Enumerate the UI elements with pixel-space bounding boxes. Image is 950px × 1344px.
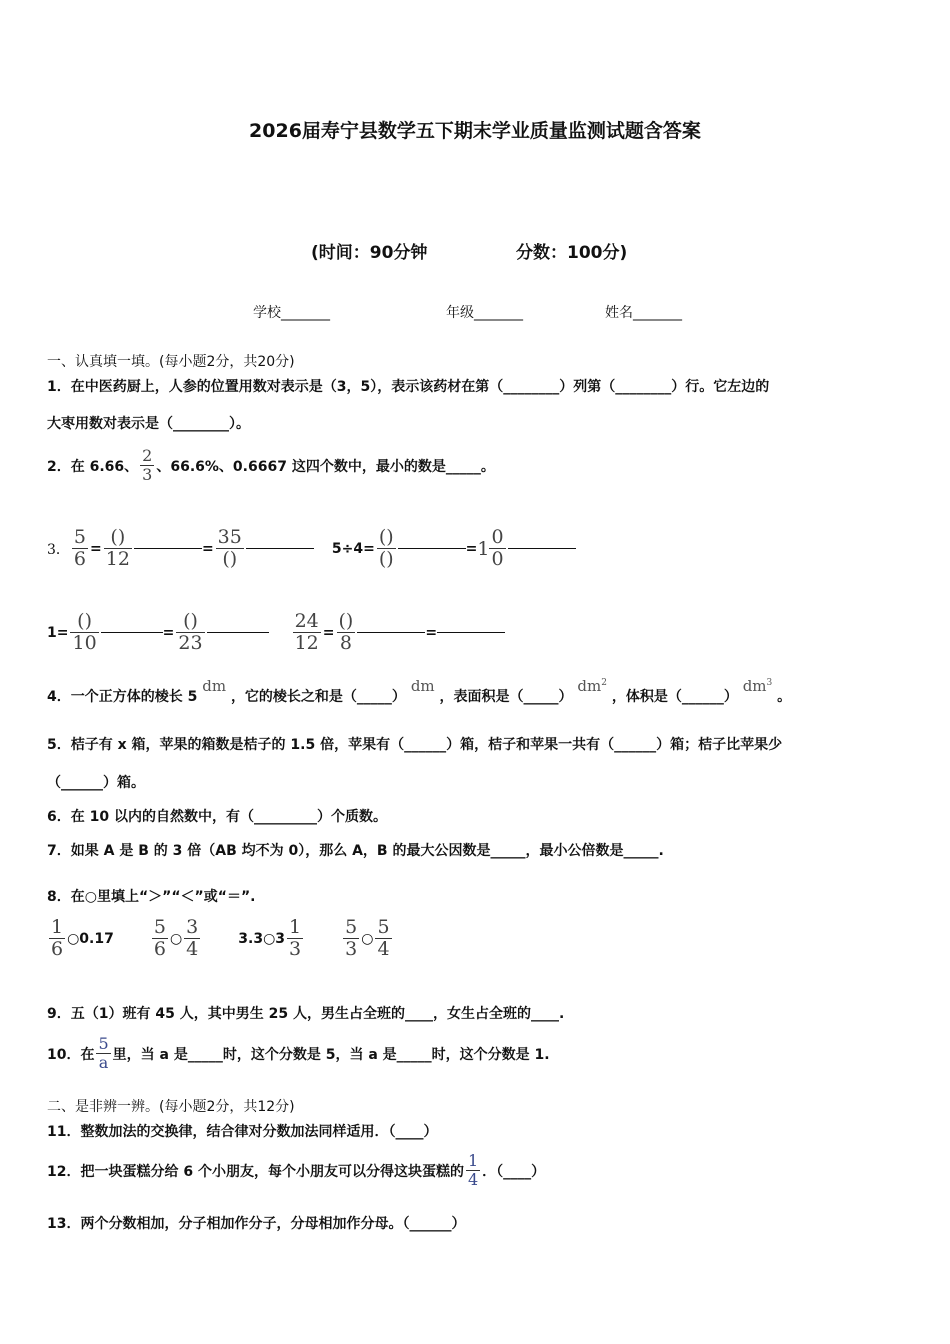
denominator: 0 bbox=[491, 548, 504, 570]
denominator: 4 bbox=[186, 938, 199, 960]
question-7: 7．如果 A 是 B 的 3 倍（AB 均不为 0），那么 A，B 的最大公因数是_____，最小公倍数是_____. bbox=[47, 843, 664, 859]
fraction bbox=[293, 612, 321, 653]
numerator: 5 bbox=[345, 916, 358, 938]
answer-blank[interactable] bbox=[246, 548, 314, 549]
fraction-two-thirds bbox=[140, 448, 154, 483]
question-6: 6．在 10 以内的自然数中，有（_________）个质数。 bbox=[47, 809, 387, 825]
mixed-whole-part: 1 bbox=[477, 537, 490, 560]
question-1-line-2: 大枣用数对表示是（________）。 bbox=[47, 416, 250, 432]
question-2-suffix: 、66.6%、0.6667 这四个数中，最小的数是_____。 bbox=[156, 458, 495, 475]
question-4-text: ，体积是（______） bbox=[611, 689, 738, 705]
denominator: 6 bbox=[51, 938, 64, 960]
numerator: 5 bbox=[98, 1034, 109, 1053]
fraction bbox=[104, 528, 132, 569]
question-12-suffix: ．（____） bbox=[482, 1163, 546, 1180]
denominator: 12 bbox=[105, 548, 130, 570]
denominator: () bbox=[378, 548, 394, 570]
numerator: 24 bbox=[294, 610, 319, 632]
question-10 bbox=[47, 1036, 550, 1071]
numerator: () bbox=[110, 526, 126, 548]
denominator: 3 bbox=[345, 938, 358, 960]
equals-sign: = bbox=[201, 540, 214, 557]
equals-sign: = bbox=[322, 624, 335, 641]
numerator: () bbox=[183, 610, 198, 632]
numerator: 3 bbox=[186, 916, 199, 938]
fraction bbox=[343, 918, 359, 959]
exponent: 3 bbox=[766, 678, 773, 688]
question-4-text: ，它的棱长之和是（_____） bbox=[230, 689, 406, 705]
question-12 bbox=[47, 1153, 545, 1188]
compare-item-2 bbox=[150, 918, 202, 959]
fraction bbox=[375, 918, 391, 959]
numerator: 5 bbox=[73, 526, 87, 548]
compare-item-3 bbox=[238, 918, 305, 959]
denominator: 12 bbox=[294, 632, 319, 654]
numerator: 5 bbox=[377, 916, 390, 938]
fraction bbox=[184, 918, 200, 959]
compare-circle[interactable]: ○ bbox=[361, 930, 374, 947]
denominator: () bbox=[222, 548, 238, 570]
numerator: 0 bbox=[491, 526, 504, 548]
numerator: 5 bbox=[153, 916, 166, 938]
numerator: () bbox=[378, 526, 394, 548]
equals-sign: = bbox=[465, 540, 478, 557]
question-12-prefix: 12．把一块蛋糕分给 6 个小朋友，每个小朋友可以分得这块蛋糕的 bbox=[47, 1163, 464, 1180]
question-2-prefix: 2．在 6.66、 bbox=[47, 458, 139, 475]
section-1-heading: 一、认真填一填。(每小题2分，共20分) bbox=[47, 354, 295, 370]
answer-blank[interactable] bbox=[357, 632, 425, 633]
unit-dm: dm bbox=[202, 677, 227, 695]
section-2-heading: 二、是非辨一辨。(每小题2分，共12分) bbox=[47, 1099, 295, 1115]
page-title: 2026届寿宁县数学五下期末学业质量监测试题含答案 bbox=[249, 120, 701, 142]
denominator: a bbox=[98, 1053, 109, 1072]
question-4-text: ，表面积是（_____） bbox=[439, 689, 573, 705]
denominator: 23 bbox=[178, 632, 203, 654]
answer-blank[interactable] bbox=[508, 548, 576, 549]
denominator: 4 bbox=[467, 1170, 479, 1189]
denominator: 8 bbox=[339, 632, 352, 654]
compare-circle[interactable]: ○0.17 bbox=[67, 930, 114, 947]
unit-label: dm bbox=[577, 677, 602, 695]
fraction-five-over-a bbox=[96, 1036, 110, 1071]
exam-score: 分数：100分) bbox=[516, 243, 628, 263]
name-field: 姓名_______ bbox=[605, 305, 682, 321]
question-2 bbox=[47, 448, 495, 483]
question-9: 9．五（1）班有 45 人，其中男生 25 人，男生占全班的____，女生占全班的____. bbox=[47, 1006, 565, 1022]
fraction bbox=[216, 528, 244, 569]
question-13: 13．两个分数相加，分子相加作分子，分母相加作分母。（______） bbox=[47, 1216, 466, 1232]
answer-blank[interactable] bbox=[134, 548, 202, 549]
answer-blank[interactable] bbox=[398, 548, 466, 549]
question-10-prefix: 10．在 bbox=[47, 1046, 95, 1063]
fraction bbox=[49, 918, 65, 959]
denominator: 3 bbox=[142, 465, 153, 484]
question-5-line-1: 5．桔子有 x 箱，苹果的箱数是桔子的 1.5 倍，苹果有（______）箱，桔子和苹果一共有（______）箱；桔子比苹果少 bbox=[47, 737, 783, 753]
question-3-label: 3． bbox=[47, 541, 70, 558]
fraction bbox=[489, 528, 505, 569]
equals-sign: = bbox=[90, 540, 102, 557]
unit-square-dm bbox=[577, 677, 607, 695]
question-4-text: 4．一个正方体的棱长 5 bbox=[47, 689, 198, 705]
denominator: 4 bbox=[377, 938, 390, 960]
fraction bbox=[377, 528, 396, 569]
answer-blank[interactable] bbox=[437, 632, 505, 633]
fraction bbox=[70, 612, 98, 653]
fraction-one-quarter bbox=[466, 1153, 480, 1188]
numerator: () bbox=[338, 610, 354, 632]
question-3-row-2 bbox=[47, 612, 505, 653]
numerator: 1 bbox=[467, 1151, 479, 1170]
compare-item-4 bbox=[341, 918, 393, 959]
question-4 bbox=[47, 677, 792, 706]
numerator: 35 bbox=[217, 526, 242, 548]
equals-sign: = bbox=[425, 624, 438, 641]
compare-circle[interactable]: 3.3○3 bbox=[238, 930, 286, 947]
exam-time: (时间：90分钟 bbox=[311, 243, 428, 263]
denominator: 6 bbox=[73, 548, 87, 570]
question-1-line-1: 1．在中医药厨上，人参的位置用数对表示是（3，5），表示该药材在第（________）列第（________）行。它左边的 bbox=[47, 379, 770, 395]
fraction bbox=[152, 918, 168, 959]
unit-cubic-dm bbox=[743, 677, 773, 695]
question-4-text: 。 bbox=[777, 689, 792, 705]
denominator: 6 bbox=[153, 938, 166, 960]
compare-item-1 bbox=[47, 918, 114, 959]
numerator: 1 bbox=[51, 916, 64, 938]
numerator: 2 bbox=[142, 446, 153, 465]
numerator: () bbox=[77, 610, 92, 632]
numerator: 1 bbox=[289, 916, 302, 938]
question-11: 11．整数加法的交换律，结合律对分数加法同样适用．（____） bbox=[47, 1124, 438, 1140]
answer-blank[interactable] bbox=[101, 632, 163, 633]
question-5-line-2: （______）箱。 bbox=[47, 775, 145, 791]
fraction bbox=[287, 918, 303, 959]
fraction bbox=[337, 612, 356, 653]
denominator: 10 bbox=[72, 632, 97, 654]
exponent: 2 bbox=[601, 678, 607, 688]
question-8-items bbox=[47, 918, 394, 959]
compare-circle[interactable]: ○ bbox=[169, 930, 183, 947]
fraction bbox=[72, 528, 88, 569]
division-expression: 5÷4= bbox=[331, 540, 375, 557]
question-3-row-1 bbox=[47, 528, 576, 569]
school-field: 学校_______ bbox=[253, 305, 330, 321]
fraction bbox=[176, 612, 204, 653]
question-8-intro: 8．在○里填上“＞”“＜”或“＝”. bbox=[47, 889, 256, 905]
question-10-suffix: 里，当 a 是_____时，这个分数是 5，当 a 是_____时，这个分数是 1. bbox=[112, 1046, 550, 1063]
denominator: 3 bbox=[289, 938, 302, 960]
equals-sign: = bbox=[162, 624, 175, 641]
unit-label: dm bbox=[742, 677, 767, 695]
grade-field: 年级_______ bbox=[446, 305, 523, 321]
unit-dm: dm bbox=[410, 677, 435, 695]
answer-blank[interactable] bbox=[207, 632, 269, 633]
one-equals: 1= bbox=[47, 624, 69, 641]
